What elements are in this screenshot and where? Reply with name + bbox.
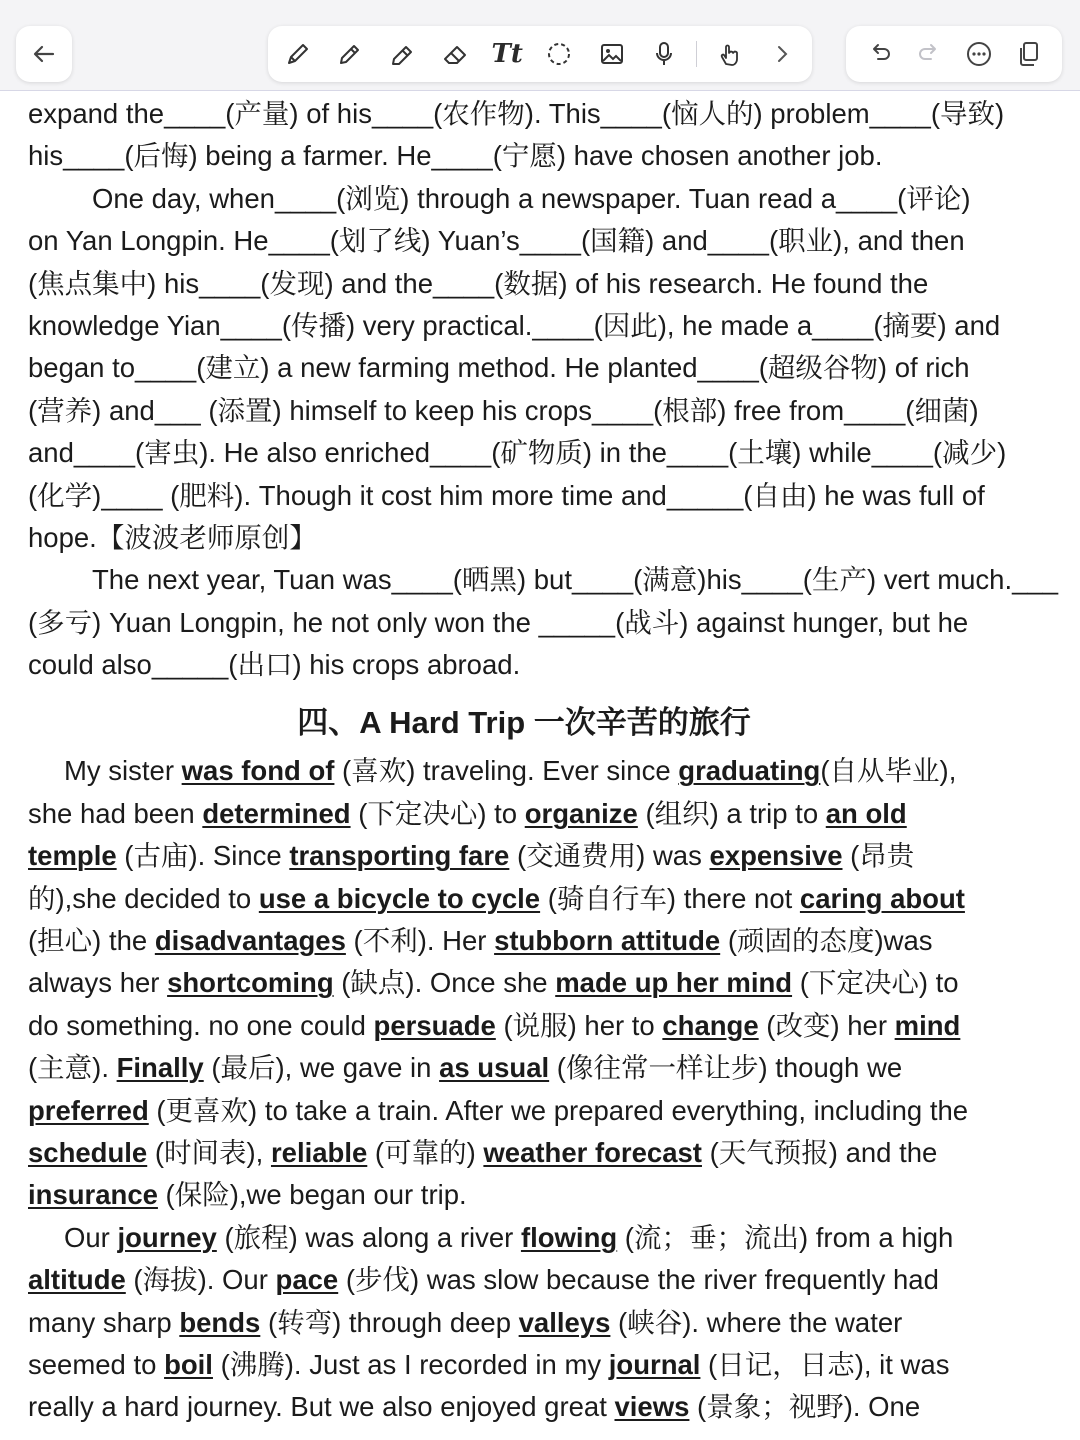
paragraph-hard-trip-1 [28, 750, 1080, 1216]
key-phrase: made up her mind [555, 967, 793, 999]
gloss-text: (交通费用) was [509, 840, 710, 872]
gloss-text: (担心) the [28, 925, 155, 957]
gloss-text: (日记，日志), it was [700, 1348, 950, 1380]
passage-line: (多亏) Yuan Longpin, he not only won the _____(战斗) against hunger, but he [28, 606, 969, 638]
key-phrase: transporting fare [289, 840, 510, 872]
gloss-text: seemed to [28, 1348, 165, 1380]
paragraph-line [28, 750, 1080, 792]
chevron-right-icon[interactable] [762, 34, 802, 74]
gloss-text: many sharp [28, 1306, 180, 1338]
paragraph-hard-trip-2 [28, 1217, 1080, 1429]
key-phrase: change [662, 1009, 759, 1041]
gloss-text: (保险),we began our trip. [157, 1179, 467, 1211]
key-phrase: journal [608, 1348, 701, 1380]
gloss-text: My sister [64, 755, 182, 787]
gloss-text: (沸腾). Just as I recorded in my [212, 1348, 609, 1380]
paragraph-line [28, 1302, 1080, 1344]
gloss-text: (景象；视野). One [689, 1391, 921, 1423]
key-phrase: views [614, 1391, 690, 1423]
redo-icon[interactable] [909, 34, 949, 74]
key-phrase: journey [117, 1221, 217, 1253]
key-phrase: use a bicycle to cycle [258, 882, 541, 914]
gloss-text: always her [28, 967, 168, 999]
paragraph-line [28, 835, 1080, 877]
back-button[interactable] [16, 26, 72, 82]
passage-line: (营养) and___ (添置) himself to keep his crops____(根部) free from____(细菌) [28, 394, 979, 426]
paragraph-line [28, 1386, 1080, 1428]
gloss-text: (顽固的态度)was [720, 925, 933, 957]
gloss-text: 的),she decided to [28, 882, 259, 914]
paragraph-line [28, 962, 1080, 1004]
gloss-text: (最后), we gave in [203, 1052, 440, 1084]
back-arrow-icon[interactable] [24, 34, 64, 74]
toolbar [0, 0, 1080, 91]
text-tool-glyph: Tt [491, 39, 523, 69]
gloss-text: (峡谷). where the water [610, 1306, 903, 1338]
paragraph-line [28, 1174, 1080, 1216]
gloss-text: (像往常一样让步) though we [549, 1052, 903, 1084]
gloss-text: she had been [28, 797, 203, 829]
key-phrase: graduating [678, 755, 821, 787]
key-phrase: shortcoming [167, 967, 334, 999]
image-icon[interactable] [592, 34, 632, 74]
paragraph-line [28, 1132, 1080, 1174]
pages-icon[interactable] [1008, 34, 1048, 74]
key-phrase: schedule [28, 1136, 148, 1168]
gloss-text: (骑自行车) there not [540, 882, 800, 914]
gloss-text: (下定决心) to [792, 967, 959, 999]
key-phrase: mind [894, 1009, 961, 1041]
section-heading: 四、A Hard Trip 一次辛苦的旅行 [297, 705, 751, 741]
note-page[interactable] [28, 93, 1080, 1429]
key-phrase: pace [275, 1264, 339, 1296]
gloss-text: (天气预报) and the [701, 1136, 938, 1168]
passage-line: and____(害虫). He also enriched____(矿物质) in the____(土壤) while____(减少) [28, 437, 1007, 469]
toolbar-separator [696, 41, 697, 67]
paragraph-line [28, 1047, 1080, 1089]
key-phrase: insurance [28, 1179, 158, 1211]
gloss-text: (自从毕业), [820, 755, 957, 787]
paragraph-line [28, 1344, 1080, 1386]
paragraph-line [28, 878, 1080, 920]
key-phrase: weather forecast [483, 1136, 702, 1168]
undo-icon[interactable] [860, 34, 900, 74]
key-phrase: flowing [520, 1221, 618, 1253]
gloss-text: (转弯) through deep [260, 1306, 519, 1338]
gloss-text: (改变) her [758, 1009, 895, 1041]
paragraph-line [28, 1090, 1080, 1132]
gloss-text: (昂贵 [842, 840, 915, 872]
gloss-text: really a hard journey. But we also enjoyed great [28, 1391, 615, 1423]
key-phrase: stubborn attitude [494, 925, 721, 957]
microphone-icon[interactable] [644, 34, 684, 74]
key-phrase: valleys [518, 1306, 611, 1338]
gloss-text: Our [64, 1221, 118, 1253]
highlighter-icon[interactable] [383, 34, 423, 74]
passage-line: knowledge Yian____(传播) very practical.____(因此), he made a____(摘要) and [28, 309, 1001, 341]
key-phrase: boil [164, 1348, 213, 1380]
cloze-passage [28, 93, 1080, 686]
gloss-text: (主意). [28, 1052, 117, 1084]
key-phrase: persuade [373, 1009, 496, 1041]
drawing-tools [268, 26, 812, 82]
paragraph-line [28, 1217, 1080, 1259]
key-phrase: bends [179, 1306, 261, 1338]
gloss-text: (组织) a trip to [637, 797, 826, 829]
gloss-text: (更喜欢) to take a train. After we prepared everything, including the [148, 1094, 969, 1126]
key-phrase: determined [202, 797, 351, 829]
key-phrase: preferred [28, 1094, 149, 1126]
passage-line: on Yan Longpin. He____(划了线) Yuan’s____(国籍) and____(职业), and then [28, 225, 965, 257]
document-actions [846, 26, 1062, 82]
passage-line: (焦点集中) his____(发现) and the____(数据) of his research. He found the [28, 267, 929, 299]
gloss-text: (不利). Her [345, 925, 495, 957]
passage-line: One day, when____(浏览) through a newspaper. Tuan read a____(评论) [92, 182, 971, 214]
hand-pointer-icon[interactable] [710, 34, 750, 74]
gloss-text: (可靠的) [367, 1136, 484, 1168]
key-phrase: was fond of [181, 755, 335, 787]
key-phrase: Finally [116, 1052, 204, 1084]
key-phrase: organize [524, 797, 638, 829]
gloss-text: (时间表), [147, 1136, 271, 1168]
passage-line: his____(后悔) being a farmer. He____(宁愿) have chosen another job. [28, 140, 883, 172]
gloss-text: (喜欢) traveling. Ever since [334, 755, 679, 787]
gloss-text: (海拔). Our [125, 1264, 276, 1296]
passage-line: began to____(建立) a new farming method. He planted____(超级谷物) of rich [28, 352, 970, 384]
passage-line: (化学)____ (肥料). Though it cost him more time and_____(自由) he was full of [28, 479, 985, 511]
gloss-text: (流；垂；流出) from a high [617, 1221, 954, 1253]
gloss-text: (步伐) was slow because the river frequently had [338, 1264, 939, 1296]
key-phrase: caring about [799, 882, 965, 914]
eraser-icon[interactable] [435, 34, 475, 74]
passage-line: The next year, Tuan was____(晒黑) but____(满意)his____(生产) vert much.___ [92, 564, 1059, 596]
passage-line: could also_____(出口) his crops abroad. [28, 649, 521, 681]
key-phrase: disadvantages [154, 925, 346, 957]
lasso-icon[interactable] [539, 34, 579, 74]
gloss-text: do something. no one could [28, 1009, 374, 1041]
key-phrase: reliable [270, 1136, 368, 1168]
text-tool-icon[interactable] [487, 34, 527, 74]
gloss-text: (下定决心) to [350, 797, 525, 829]
gloss-text: (说服) her to [495, 1009, 663, 1041]
passage-line: hope.【波波老师原创】 [28, 521, 317, 553]
paragraph-line [28, 793, 1080, 835]
key-phrase: altitude [28, 1264, 126, 1296]
paragraph-line [28, 920, 1080, 962]
pencil-icon[interactable] [330, 34, 370, 74]
gloss-text: (旅程) was along a river [216, 1221, 521, 1253]
more-icon[interactable] [959, 34, 999, 74]
passage-line: expand the____(产量) of his____(农作物). This____(恼人的) problem____(导致) [28, 98, 1005, 129]
gloss-text: (缺点). Once she [333, 967, 556, 999]
paragraph-line [28, 1005, 1080, 1047]
key-phrase: temple [28, 840, 117, 872]
key-phrase: as usual [439, 1052, 550, 1084]
key-phrase: expensive [709, 840, 843, 872]
paragraph-line [28, 1259, 1080, 1301]
gloss-text: (古庙). Since [116, 840, 290, 872]
pen-icon[interactable] [278, 34, 318, 74]
key-phrase: an old [825, 797, 907, 829]
